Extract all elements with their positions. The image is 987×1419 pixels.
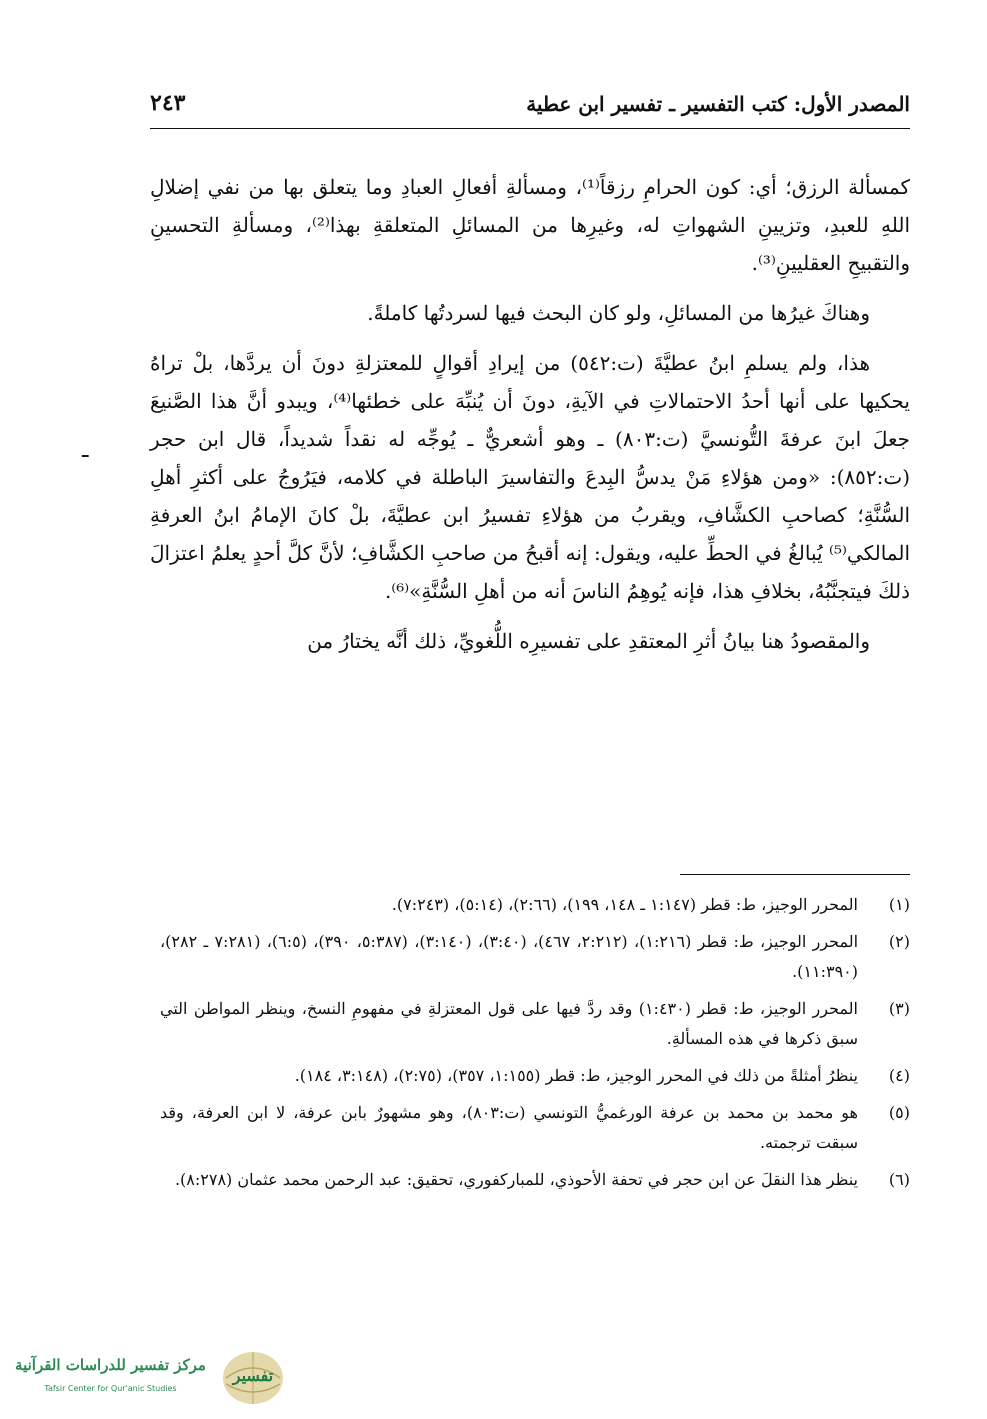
running-header: [150, 88, 910, 129]
paragraph: هذا، ولم يسلمِ ابنُ عطيَّةَ (ت:٥٤٢) من إيرادِ أقوالٍ للمعتزلةِ دونَ أن يردَّها، بلْ تراهُ يحكيها على أنها أحدُ الاحتمالاتِ في الآيةِ، دونَ أن يُنبِّهَ على خطئها⁽⁴⁾، ويبدو أنَّ هذا الصَّنيعَ جعلَ ابنَ عرفةَ التُّونسيَّ (ت:٨٠٣) ـ وهو أشعريٌّ ـ يُوجِّه له نقداً شديداً، قال ابن حجر (ت:٨٥٢): «ومن هؤلاءِ مَنْ يدسُّ البِدعَ والتفاسيرَ الباطلة في كلامه، فيَرُوجُ على أكثرِ أهلِ السُّنَّةِ؛ كصاحبِ الكشَّافِ، ويقربُ من هؤلاءِ تفسيرُ ابن عطيَّةَ، بلْ كانَ الإمامُ ابنُ العرفةِ المالكي⁽⁵⁾ يُبالغُ في الحطِّ عليه، ويقول: إنه أقبحُ من صاحبِ الكشَّافِ؛ لأنَّ كلَّ أحدٍ يعلمُ اعتزالَ ذلكَ فيتجنَّبُهُ، بخلافِ هذا، فإنه يُوهِمُ الناسَ أنه من أهلِ السُّنَّةِ»⁽⁶⁾.: [150, 351, 911, 603]
footnote-text: ينظرُ أمثلةً من ذلك في المحرر الوجيز، ط: قطر (١:١٥٥، ٣٥٧)، (٢:٧٥)، (٣:١٤٨، ١٨٤).: [294, 1066, 858, 1085]
footnote: [160, 1061, 910, 1091]
footnote: [160, 927, 910, 987]
footnote-divider: [680, 874, 910, 875]
footnote-number: (١): [888, 895, 910, 914]
footnote-number: (٤): [888, 1066, 910, 1085]
paragraph: كمسألة الرزق؛ أي: كون الحرامِ رزقاً⁽¹⁾، ومسألةِ أفعالِ العبادِ وما يتعلق بها من نفي إضلالِ اللهِ للعبدِ، وتزيينِ الشهواتِ له، وغيرِها من المسائلِ المتعلقةِ بهذا⁽²⁾، ومسألةِ التحسينِ والتقبيحِ العقليينِ⁽³⁾.: [150, 175, 911, 275]
page-number: ٢٤٣: [150, 90, 186, 116]
paragraph: وهناكَ غيرُها من المسائلِ، ولو كان البحث فيها لسردتُها كاملةً.: [367, 301, 870, 325]
footnote-number: (٣): [888, 999, 910, 1018]
footnote-number: (٦): [888, 1170, 910, 1189]
footnote: [160, 1098, 910, 1158]
main-text: [150, 168, 910, 672]
footnote: [160, 890, 910, 920]
footnote-text: هو محمد بن محمد بن عرفة الورغميُّ التونسي (ت:٨٠٣)، وهو مشهورٌ بابن عرفة، لا ابن العرفة، وقد سبقت ترجمته.: [160, 1103, 858, 1152]
running-title: المصدر الأول: كتب التفسير ـ تفسير ابن عطية: [526, 92, 910, 116]
footnote: [160, 1165, 910, 1195]
tafsir-center-logo: [8, 1348, 288, 1408]
footnote-text: المحرر الوجيز، ط: قطر (١:٤٣٠) وقد ردَّ فيها على قول المعتزلةِ في مفهومِ النسخ، وينظر المواطن التي سبق ذكرها في هذه المسألةِ.: [160, 999, 858, 1048]
margin-annotation: ـ: [82, 438, 89, 463]
logo-arabic-text: مركز تفسير للدراسات القرآنية: [15, 1356, 206, 1374]
footnote-text: ينظر هذا النقلَ عن ابن حجر في تحفة الأحوذي، للمباركفوري، تحقيق: عبد الرحمن محمد عثمان (٨:٢٧٨).: [174, 1170, 858, 1189]
footnote-text: المحرر الوجيز، ط: قطر (١:٢١٦)، (٢:٢١٢، ٤٦٧)، (٣:٤٠)، (٣:١٤٠)، (٥:٣٨٧، ٣٩٠)، (٦:٥)، (٧:٢٨١ ـ ٢٨٢)، (١١:٣٩٠).: [160, 932, 859, 981]
footnote-number: (٢): [888, 932, 910, 951]
footnote-text: المحرر الوجيز، ط: قطر (١:١٤٧ ـ ١٤٨، ١٩٩)، (٢:٦٦)، (٥:١٤)، (٧:٢٤٣).: [391, 895, 858, 914]
logo-mark-text: تفسير: [232, 1366, 274, 1385]
footnote-number: (٥): [888, 1103, 910, 1122]
paragraph: والمقصودُ هنا بيانُ أثرِ المعتقدِ على تفسيرِه اللُّغويِّ، ذلك أنَّه يختارُ من: [307, 629, 870, 653]
logo-english-text: Tafsir Center for Qur'anic Studies: [44, 1384, 177, 1393]
footnote: [160, 994, 910, 1054]
footnotes: [160, 890, 910, 1202]
